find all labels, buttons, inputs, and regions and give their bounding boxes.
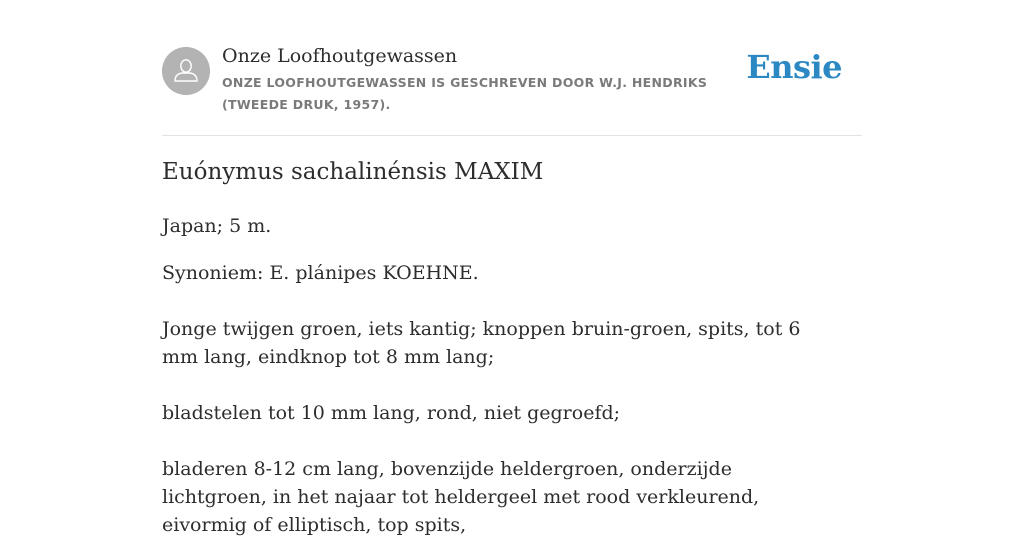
- page-container: [162, 0, 862, 536]
- entry-synonym: Synoniem: E. plánipes KOEHNE.: [162, 262, 479, 284]
- avatar[interactable]: [162, 47, 210, 95]
- entry-paragraph: bladstelen tot 10 mm lang, rond, niet gegroefd;: [162, 402, 621, 424]
- user-silhouette-icon: [162, 47, 210, 95]
- entry-paragraph: bladeren 8-12 cm lang, bovenzijde heldergroen, onderzijde lichtgroen, in het najaar tot heldergeel met rood verkleurend, eivormig of elliptisch, top spits,: [162, 458, 760, 536]
- source-header: [162, 0, 862, 136]
- source-title[interactable]: Onze Loofhoutgewassen: [222, 45, 458, 67]
- entry-title: Euónymus sachalinénsis MAXIM: [162, 159, 544, 185]
- entry-origin: Japan; 5 m.: [162, 215, 272, 237]
- ensie-logo[interactable]: Ensie: [746, 48, 842, 86]
- entry-paragraph: Jonge twijgen groen, iets kantig; knoppen bruin-groen, spits, tot 6 mm lang, eindknop tot 8 mm lang;: [162, 318, 801, 368]
- source-description: ONZE LOOFHOUTGEWASSEN IS GESCHREVEN DOOR W.J. HENDRIKS (TWEEDE DRUK, 1957).: [222, 75, 708, 112]
